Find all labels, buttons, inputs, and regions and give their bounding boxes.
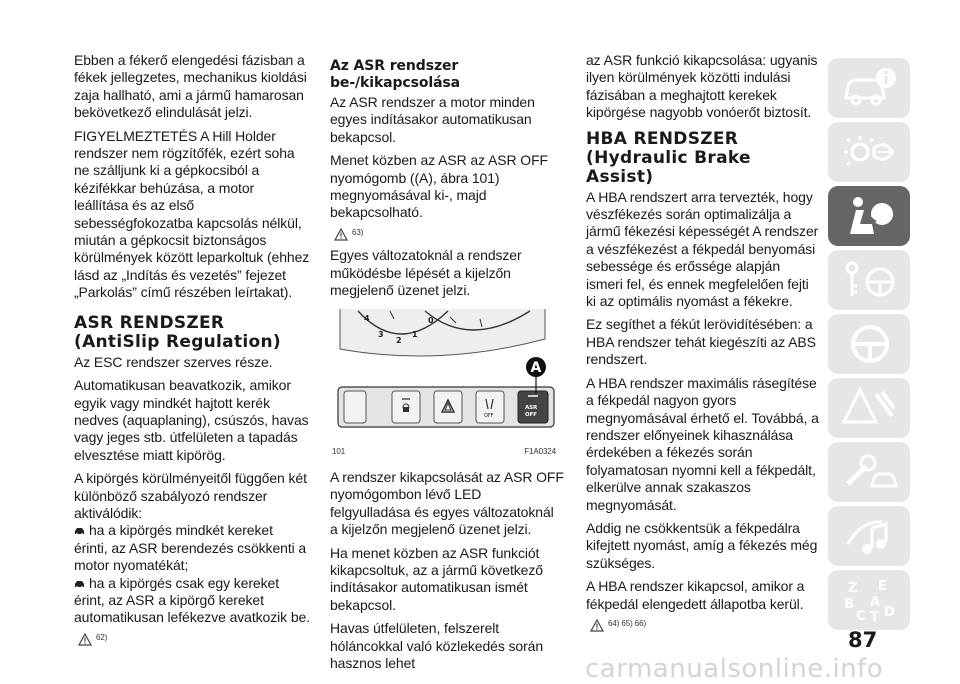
tab-steering[interactable]: [828, 314, 910, 374]
figure-code: F1A0324: [524, 447, 556, 457]
figure-caption: [332, 443, 564, 460]
figure-asr-off-button: [330, 309, 562, 439]
paragraph: Az ESC rendszer szerves része.: [74, 353, 273, 370]
tab-warning-lights[interactable]: [828, 122, 910, 182]
seat-airbag-icon: [842, 194, 898, 238]
svg-text:E: E: [878, 579, 887, 594]
warning-reference: 62): [78, 629, 310, 646]
paragraph: A HBA rendszert arra tervezték, hogy vészfékezés során optimalizálja a jármű fékezési képességét A rendszer a vészfékezést a fékpedál benyomási sebessége és erőssége alapján ismeri fel, és ennek megfelelően fejti ki az optimális nyomást a fékekre.: [586, 188, 819, 310]
tab-emergency[interactable]: [828, 378, 910, 438]
warning-triangle-icon: [78, 633, 92, 646]
svg-text:D: D: [884, 605, 895, 620]
section-heading-asr-switch: Az ASR rendszer be-/kikapcsolása: [330, 58, 461, 91]
gauge-number: 1: [412, 330, 418, 340]
chapter-tabs: [828, 58, 910, 634]
asr-button-label-off: OFF: [525, 412, 537, 419]
dashboard-illustration: [330, 309, 562, 439]
tab-multimedia[interactable]: [828, 506, 910, 566]
tab-index[interactable]: [828, 570, 910, 630]
figure-number: 101: [332, 447, 346, 457]
steering-wheel-icon: [842, 322, 898, 366]
wrench-car-icon: [842, 450, 898, 494]
tab-safety[interactable]: [828, 186, 910, 246]
bullet-item: ha a kipörgés csak egy kereket érint, az ASR a kipörgő kereket automatikusan lefékezve avatkozik be.: [74, 574, 310, 626]
off-label: OFF: [484, 413, 494, 420]
paragraph-warning-hill-holder: FIGYELMEZTETÉS A Hill Holder rendszer nem rögzítőfék, ezért soha ne szálljunk ki a gépkocsiból a kézifékkar behúzása, a motor leállítása és az első sebességfokozatba kapcsolás nélkül, miután a gépkocsit biztonságos körülmények között leparkoltuk (ehhez lásd az „Indítás és vezetés” fejezet „Parkolás” című részében leírtakat).: [74, 127, 310, 301]
text-column-1: [74, 52, 310, 652]
callout-label-a: A: [530, 360, 542, 377]
car-info-icon: [842, 66, 898, 110]
paragraph: A HBA rendszer kikapcsol, amikor a fékpedál elengedett állapotba kerül.: [586, 578, 805, 612]
sun-bulb-icon: [842, 130, 898, 174]
text-column-2: [330, 58, 564, 678]
paragraph: Addig ne csökkentsük a fékpedálra kifejtett nyomást, amíg a fékezés még szükséges.: [586, 519, 818, 571]
warning-triangle-icon: [590, 619, 604, 632]
svg-text:Z: Z: [848, 581, 858, 596]
svg-text:T: T: [870, 610, 879, 622]
warning-triangle-icon: [334, 228, 348, 241]
gauge-number: 0: [428, 316, 434, 326]
warning-tools-icon: [842, 386, 898, 430]
tab-dashboard-info[interactable]: [828, 58, 910, 118]
paragraph: Ez segíthet a fékút lerövidítésében: a HBA rendszer tehát kiegészíti az ABS rendszert.: [586, 316, 816, 368]
paragraph: A kipörgés körülményeitől függően két különböző szabályozó rendszer aktiválódik:: [74, 470, 307, 521]
tab-maintenance[interactable]: [828, 442, 910, 502]
bullet-item: ha a kipörgés mindkét kereket érinti, az ASR berendezés csökkenti a motor nyomatékát;: [74, 522, 307, 574]
paragraph: Egyes változatoknál a rendszer működésbe lépését a kijelzőn megjelenő üzenet jelzi.: [330, 247, 522, 299]
section-heading-hba: HBA RENDSZER (Hydraulic Brake Assist): [586, 128, 751, 187]
music-note-icon: [842, 514, 898, 558]
paragraph: Automatikusan beavatkozik, amikor egyik vagy mindkét hajtott kerék nedves (aquaplaning), csúszós, havas vagy jeges stb. útfelületen a tapadás elvesztése miatt kipörög.: [74, 377, 309, 463]
car-bullet-icon: [74, 580, 85, 589]
paragraph: A rendszer kikapcsolását az ASR OFF nyomógombon lévő LED felgyulladása és egyes változatoknál a kijelzőn megjelenő üzenet jelzi.: [330, 468, 564, 538]
tab-starting-driving[interactable]: [828, 250, 910, 310]
paragraph: A HBA rendszer maximális rásegítése a fékpedál nagyon gyors megnyomásával érhető el. Továbbá, a rendszer előnyeinek kihasználása érdekében a fékezés során folyamatosan nyomni kell a fékpedált, elkerülve annak szakaszos megnyomását.: [586, 374, 819, 513]
car-bullet-icon: [74, 527, 85, 536]
warning-reference: 63): [334, 224, 564, 241]
text-column-3: [586, 52, 820, 638]
paragraph: az ASR funkció kikapcsolása: ugyanis ilyen körülmények közötti indulási fázisában a meghajtott kerekek kipörgése nagyobb vonóerőt biztosít.: [586, 52, 818, 121]
svg-text:C: C: [856, 609, 866, 622]
paragraph: Ebben a fékerő elengedési fázisban a fékek jellegzetes, mechanikus kioldási zaja hallható, ami a jármű hamarosan bekövetkező elindulását jelzi.: [74, 52, 307, 121]
watermark: carmanualsonline.info: [585, 654, 884, 684]
paragraph: Ha menet közben az ASR funkciót kikapcsoltuk, az a jármű következő indításakor automatikusan ismét bekapcsol.: [330, 544, 543, 613]
svg-text:B: B: [844, 597, 854, 612]
svg-text:A: A: [870, 595, 881, 610]
key-steering-icon: [842, 258, 898, 302]
page-number: 87: [848, 628, 878, 652]
paragraph: Havas útfelületen, felszerelt hóláncokkal való közlekedés során hasznos lehet: [330, 620, 544, 671]
gauge-number: 2: [396, 336, 402, 346]
alphabet-index-icon: [842, 578, 898, 622]
warning-reference: 64) 65) 66): [590, 615, 820, 632]
gauge-number: 4: [364, 314, 370, 324]
paragraph: Menet közben az ASR az ASR OFF nyomógomb ((A), ábra 101) megnyomásával ki-, majd bekapcsolható.: [330, 152, 548, 221]
section-heading-asr: ASR RENDSZER (AntiSlip Regulation): [74, 312, 281, 352]
asr-button-label: ASR: [525, 405, 538, 412]
paragraph: Az ASR rendszer a motor minden egyes indításakor automatikusan bekapcsol.: [330, 94, 535, 145]
gauge-number: 3: [378, 330, 384, 340]
